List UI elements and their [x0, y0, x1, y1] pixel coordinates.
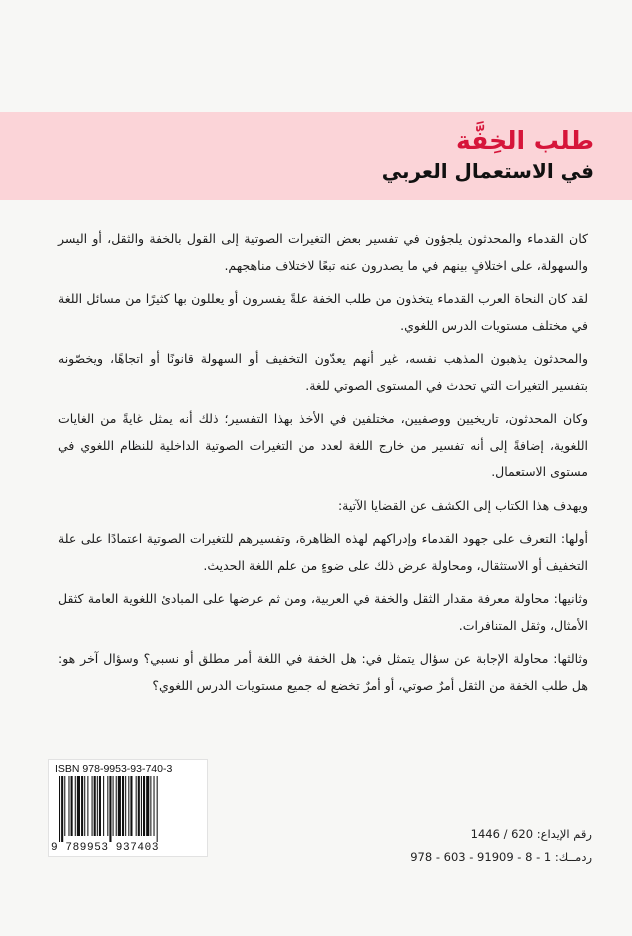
book-title: طلب الخِفَّة — [455, 126, 594, 155]
barcode-bar — [141, 776, 142, 836]
barcode-bar — [116, 776, 117, 836]
isbn-line-value: 978 - 603 - 91909 - 8 - 1 — [410, 850, 552, 864]
barcode-bar — [64, 776, 65, 836]
deposit-label: رقم الإيداع: — [536, 827, 592, 841]
blurb-text — [58, 226, 588, 706]
barcode-bar — [94, 776, 96, 836]
barcode-bar — [59, 776, 60, 842]
paragraph: كان القدماء والمحدثون يلجؤون في تفسير بعض التغيرات الصوتية إلى القول بالخفة والثقل، أو اليسر والسهولة، على اختلافٍ بينهم في ما يصدرون عنه تبعًا لاختلاف مناهجهم. — [58, 231, 588, 273]
barcode-isbn-label: ISBN 978-9953-93-740-3 — [55, 763, 173, 775]
barcode — [48, 759, 208, 857]
barcode-bar — [77, 776, 80, 836]
barcode-bar — [128, 776, 129, 836]
barcode-bar — [122, 776, 124, 836]
barcode-bars — [59, 776, 197, 842]
barcode-bar — [136, 776, 137, 836]
barcode-bar — [99, 776, 101, 836]
title-band — [0, 112, 632, 200]
barcode-bar — [109, 776, 111, 842]
book-subtitle: في الاستعمال العربي — [381, 159, 594, 183]
barcode-bar — [154, 776, 155, 836]
barcode-digits: 9 789953 937403 — [51, 842, 160, 854]
barcode-bar — [87, 776, 88, 836]
isbn-line-label: ردمــك: — [554, 850, 592, 864]
barcode-bar — [130, 776, 132, 836]
barcode-bar — [71, 776, 73, 836]
paragraph: أولها: التعرف على جهود القدماء وإدراكهم لهذه الظاهرة، وتفسيرهم للتغيرات الصوتية اعتمادًا على علة التخفيف أو الاستثقال، ومحاولة عرض ذلك على ضوءٍ من علم اللغة الحديث. — [58, 531, 588, 573]
paragraph: ويهدف هذا الكتاب إلى الكشف عن القضايا الآتية: — [337, 497, 588, 513]
barcode-bar — [113, 776, 114, 836]
barcode-bar — [150, 776, 151, 836]
paragraph: وثانيها: محاولة معرفة مقدار الثقل والخفة في العربية، ومن ثم عرضها على المبادئ اللغوية العامة كثقل الأمثال، وثقل المتنافرات. — [58, 591, 588, 633]
title-block — [294, 112, 594, 200]
deposit-value: 1446 / 620 — [470, 827, 534, 841]
barcode-bar — [138, 776, 140, 836]
barcode-bar — [68, 776, 69, 836]
barcode-bar — [84, 776, 85, 836]
barcode-bar — [75, 776, 76, 836]
barcode-bar — [103, 776, 104, 836]
barcode-bar — [107, 776, 108, 836]
isbn-line — [410, 850, 592, 864]
barcode-bar — [143, 776, 145, 836]
barcode-bar — [97, 776, 98, 836]
barcode-bar — [81, 776, 83, 836]
paragraph: لقد كان النحاة العرب القدماء يتخذون من طلب الخفة علةً يفسرون أو يعللون بها كثيرًا من مسائل اللغة في مختلف مستويات الدرس اللغوي. — [58, 291, 588, 333]
paragraph: وثالثها: محاولة الإجابة عن سؤال يتمثل في: هل الخفة في اللغة أمر مطلق أو نسبي؟ وسؤال آخر هو: هل طلب الخفة من الثقل أمرٌ صوتي، أو أمرٌ تخضع له جميع مستويات الدرس اللغوي؟ — [58, 651, 588, 693]
deposit-number — [471, 827, 592, 841]
paragraph: والمحدثون يذهبون المذهب نفسه، غير أنهم يعدّون التخفيف أو السهولة قانونًا أو اتجاهًا، ويخصّونه بتفسير التغيرات التي تحدث في المستوى الصوتي للغة. — [58, 351, 588, 393]
barcode-bar — [125, 776, 126, 836]
paragraph: وكان المحدثون، تاريخيين ووصفيين، مختلفين في الأخذ بهذا التفسير؛ ذلك أنه يمثل غايةً من الغايات اللغوية، إضافةً إلى أنه تفسير من خارج اللغة لعدد من التغيرات الصوتية الداخلية للنظام اللغوي في مستوى الاستعمال. — [58, 411, 588, 479]
barcode-bar — [61, 776, 63, 842]
barcode-bar — [157, 776, 158, 842]
barcode-bar — [146, 776, 149, 836]
barcode-bar — [118, 776, 121, 836]
barcode-bar — [92, 776, 93, 836]
